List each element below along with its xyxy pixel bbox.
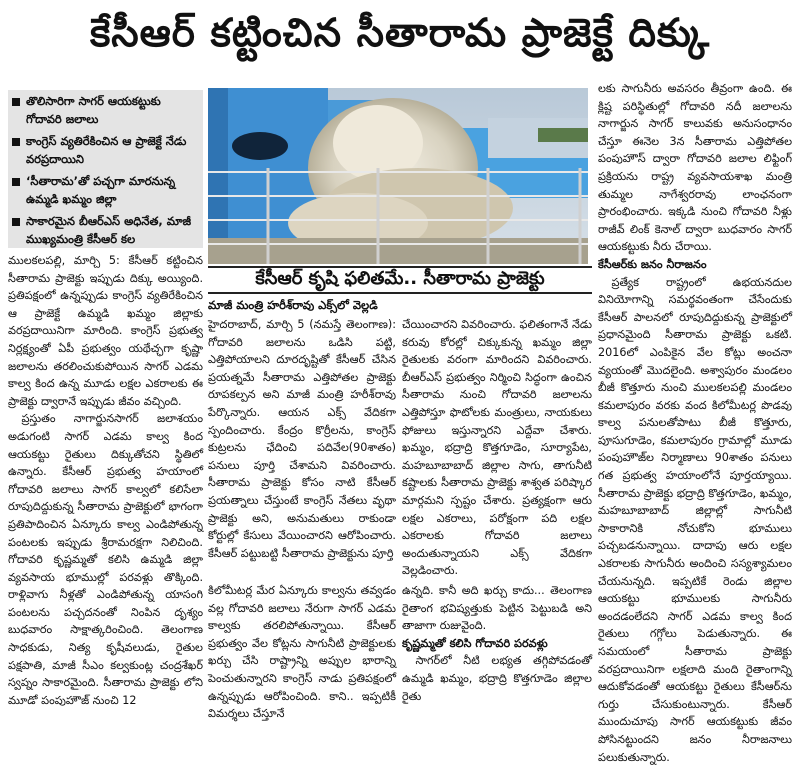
highlight-item: తొలిసారిగా సాగర్ ఆయకట్టుకు గోదావరి జలాలు <box>12 93 199 128</box>
article-column-2 <box>208 316 396 586</box>
article-column-3-lower <box>402 582 592 703</box>
article-column-3 <box>402 316 592 582</box>
section-heading: కేసీఆర్‌కు జనం నీరాజనం <box>598 257 707 271</box>
article-column-4 <box>598 80 792 764</box>
paragraph: ఉన్నది. కానీ అది ఖర్చు కాదు... తెలంగాణ రైతాంగ భవిష్యత్తుకు పెట్టిన పెట్టుబడి అని తాజాగా రుజువైంది. <box>402 584 592 633</box>
paragraph: ప్రస్తుతం నాగార్జునసాగర్ జలాశయం అడుగంటి సాగర్ ఎడమ కాల్వ కింద ఆయకట్టు రైతులు దిక్కుతోచని స్థితిలో ఉన్నారు. కేసీఆర్ ప్రభుత్వ హయాంలో గోదావరి జలాలు సాగర్ కాల్వలో కలిసేలా రూపుదిద్దుకున్న సీతారామ ప్రాజెక్టులో భాగంగా ప్రతిపాదించిన ఏన్కూరు కాల్వ ఎండిపోతున్న పంటలకు ఇప్పుడు శ్రీరామరక్షగా నిలిచింది. గోదావరి కృష్ణమ్మతో కలిసి ఉమ్మడి జిల్లా వ్యవసాయ భూముల్లో పరవళ్లు తొక్కింది. రాళ్లివాగు నీళ్లతో ఎండిపోతున్న యాసంగి పంటలను పచ్చదనంతో నింపిన దృశ్యం బుధవారం సాక్షాత్కరించింది. తెలంగాణ సాధకుడు, నిత్య కృషీవలుడు, రైతుల పక్షపాతి, మాజీ సీఎం కల్వకుంట్ల చంద్రశేఖర్ స్వప్నం సాకారమైంది. సీతారామ ప్రాజెక్టు లోని మూడో పంపుహౌజ్ నుంచి 12 <box>8 412 203 707</box>
bullet-square-icon <box>12 138 20 146</box>
byline: మాజీ మంత్రి హరీశ్‌రావు ఎక్స్‌లో వెల్లడి <box>208 298 378 312</box>
paragraph: ములకలపల్లి, మార్చి 5: కేసీఆర్ కట్టించిన సీతారామ ప్రాజెక్టు ఇప్పుడు దిక్కు అయ్యింది. ప్రతిపక్షంలో ఉన్నప్పుడు కాంగ్రెస్ వ్యతిరేకించిన ఆ ప్రాజెక్టే ఉమ్మడి ఖమ్మం జిల్లాకు వరప్రదాయినిగా మారింది. కాంగ్రెస్ ప్రభుత్వ నిర్లక్ష్యంతో ఏపీ ప్రభుత్వం యథేచ్ఛగా కృష్ణా జలాలను తరలించుకుపోయిన సాగర్ ఎడమ కాల్వ కింద ఉన్న మూడు లక్షల ఎకరాలకు ఈ ప్రాజెక్టు ద్వారానే ఇప్పుడు జీవం వచ్చింది. <box>8 254 203 408</box>
paragraph: చేయించారని వివరించారు. ఫలితంగానే నేడు కరువు కోరల్లో చిక్కుకున్న ఖమ్మం జిల్లా రైతులకు వరంగా మారిందని వివరించారు. బీఆర్ఎస్ ప్రభుత్వం నిర్మించి సిద్ధంగా ఉంచిన సీతారామ నుంచి గోదావరి జలాలను ఎత్తిపోస్తూ ఫొటోలకు మంత్రులు, నాయకులు ఫోజులు ఇస్తున్నారని ఎద్దేవా చేశారు. ఖమ్మం, భద్రాద్రి కొత్తగూడెం, సూర్యాపేట, మహబూబాబాద్ జిల్లాల సాగు, తాగునీటి కష్టాలకు సీతారామ ప్రాజెక్టు శాశ్వత పరిష్కార మార్గమని స్పష్టం చేశారు. ప్రత్యక్షంగా ఆరు లక్షల ఎకరాలు, పరోక్షంగా పది లక్షల ఎకరాలకు గోదావరి జలాలు అందుతున్నాయని ఎక్స్ వేదికగా వెల్లడించారు. <box>402 318 592 578</box>
article-column-1 <box>8 252 203 707</box>
project-gates-photo <box>208 88 588 264</box>
bullet-square-icon <box>12 178 20 186</box>
highlights-box <box>8 90 203 248</box>
highlight-item: ‘సీతారామ’తో పచ్చగా మారనున్న ఉమ్మడి ఖమ్మం జిల్లా <box>12 173 199 208</box>
paragraph: హైదరాబాద్, మార్చి 5 (నమస్తే తెలంగాణ): గోదావరి జలాలను ఒడిసి పట్టి, ఎత్తిపోయాలని దూరదృష్టితో కేసీఆర్ చేసిన ప్రయత్నమే సీతారామ ఎత్తిపోతల ప్రాజెక్టు రూపకల్పన అని మాజీ మంత్రి హరీశ్‌రావు పేర్కొన్నారు. ఆయన ఎక్స్ వేదికగా స్పందించారు. కేంద్రం కొర్రీలను, కాంగ్రెస్ కుట్రలను ఛేదించి పదివేల(90శాతం) పనులు పూర్తి చేశామని వివరించారు. సీతారామ ప్రాజెక్టు కోసం నాటి కేసీఆర్ ప్రయత్నాలు చేస్తుంటే కాంగ్రెస్ నేతలు వృథా ప్రాజెక్టు అని, అనుమతులు రాకుండా కోర్టుల్లో కేసులు వేయించారని ఆరోపించారు. కేసీఆర్ పట్టుబట్టి సీతారామ ప్రాజెక్టును పూర్తి <box>208 318 396 560</box>
paragraph: లకు సాగునీరు అవసరం తీవ్రంగా ఉంది. ఈ క్లిష్ట పరిస్థితుల్లో గోదావరి నదీ జలాలను నాగార్జున సాగర్ కాలువకు అనుసంధానం చేస్తూ ఈనెల 3న సీతారామ ఎత్తిపోతల పంపుహౌస్ ద్వారా గోదావరి జలాల లిఫ్టింగ్ ప్రక్రియను రాష్ట్ర వ్యవసాయశాఖ మంత్రి తుమ్మల నాగేశ్వరరావు లాంఛనంగా ప్రారంభించారు. ఇక్కడి నుంచి గోదావరి నీళ్లు రాజీవ్ లింక్ కెనాల్ ద్వారా బుధవారం సాగర్ ఆయకట్టుకు నీరు చేరాయి. <box>598 82 792 254</box>
bullet-square-icon <box>12 218 20 226</box>
sub-headline: కేసీఆర్ కృషి ఫలితమే.. సీతారామ ప్రాజెక్టు <box>208 266 592 294</box>
paragraph: ప్రత్యేక రాష్ట్రంలో ఉభయనదుల వినియోగాన్ని సమర్థవంతంగా చేసేందుకు కేసీఆర్ పాలనలో రూపుదిద్దుకున్న ప్రాజెక్టులో ప్రధానమైంది సీతారామ ప్రాజెక్టు ఒకటి. 2016లో ఎంపికైన వేల కోట్లు అంచనా వ్యయంతో మొదలైంది. అశ్వాపురం మండలం బీజీ కొత్తూరు నుంచి ములకలపల్లి మండలం కమలాపురం వరకు వంద కిలోమీటర్ల పొడవు కాల్వ పనులతోపాటు బీజీ కొత్తూరు, పూసుగూడెం, కమలాపురం గ్రామాల్లో మూడు పంపుహౌజ్‌ల నిర్మాణాలు 90శాతం పనులు గత ప్రభుత్వ హయాంలోనే పూర్తయ్యాయి. సీతారామ ప్రాజెక్టు భద్రాద్రి కొత్తగూడెం, ఖమ్మం, మహబూబాబాద్ జిల్లాల్లో సాగునీటి సాకారానికి నోచుకోని భూములు పచ్చబడనున్నాయి. దాదాపు ఆరు లక్షల ఎకరాలకు సాగునీరు అందించి సస్యశ్యామలం చేయనున్నది. ఇప్పటికే రెండు జిల్లాల ఆయకట్టు భూములకు సాగునీరు అందడంలేదని సాగర్ ఎడమ కాల్వ కింద రైతులు గగ్గోలు పెడుతున్నారు. ఈ సమయంలో సీతారామ ప్రాజెక్టు వరప్రదాయినిగా లక్షలాది మంది రైతాంగాన్ని ఆదుకోవడంతో ఆయకట్టు రైతులు కేసీఆర్‌ను గుర్తు చేసుకుంటున్నారు. కేసీఆర్ ముందుచూపు సాగర్ ఆయకట్టుకు జీవం పోసినట్టుందని జనం నీరాజనాలు పలుకుతున్నారు. <box>598 275 792 764</box>
page-headline: కేసీఆర్ కట్టించిన సీతారామ ప్రాజెక్టే దిక్కు <box>89 11 711 56</box>
paragraph: కిలోమీటర్ల మేర ఏన్కూరు కాల్వను తవ్వడం వల్ల గోదావరి జలాలు నేరుగా సాగర్ ఎడమ కాల్వకు తరలిపోతున్నాయి. కేసీఆర్ ప్రభుత్వం వేల కోట్లను సాగునీటి ప్రాజెక్టులకు ఖర్చు చేసి రాష్ట్రాన్ని అప్పుల భారాన్ని పెంచుతున్నారని కాంగ్రెస్ నాడు ప్రతిపక్షంలో ఉన్నప్పుడు ఆరోపించింది. కాని.. ఇప్పటికీ విమర్శలు చేస్తూనే <box>208 584 396 721</box>
bullet-square-icon <box>12 98 20 106</box>
highlight-item: కాంగ్రెస్ వ్యతిరేకించిన ఆ ప్రాజెక్టే నేడు వరప్రదాయిని <box>12 133 199 168</box>
paragraph: సాగర్‌లో నీటి లభ్యత తగ్గిపోవడంతో ఉమ్మడి ఖమ్మం, భద్రాద్రి కొత్తగూడెం జిల్లాల రైతు <box>402 654 592 703</box>
section-heading: కృష్ణమ్మతో కలిసి గోదావరి పరవళ్లు <box>402 636 548 650</box>
article-column-2-lower <box>208 582 396 721</box>
highlight-item: సాకారమైన బీఆర్ఎస్ అధినేత, మాజీ ముఖ్యమంత్రి కేసీఆర్ కల <box>12 213 199 248</box>
